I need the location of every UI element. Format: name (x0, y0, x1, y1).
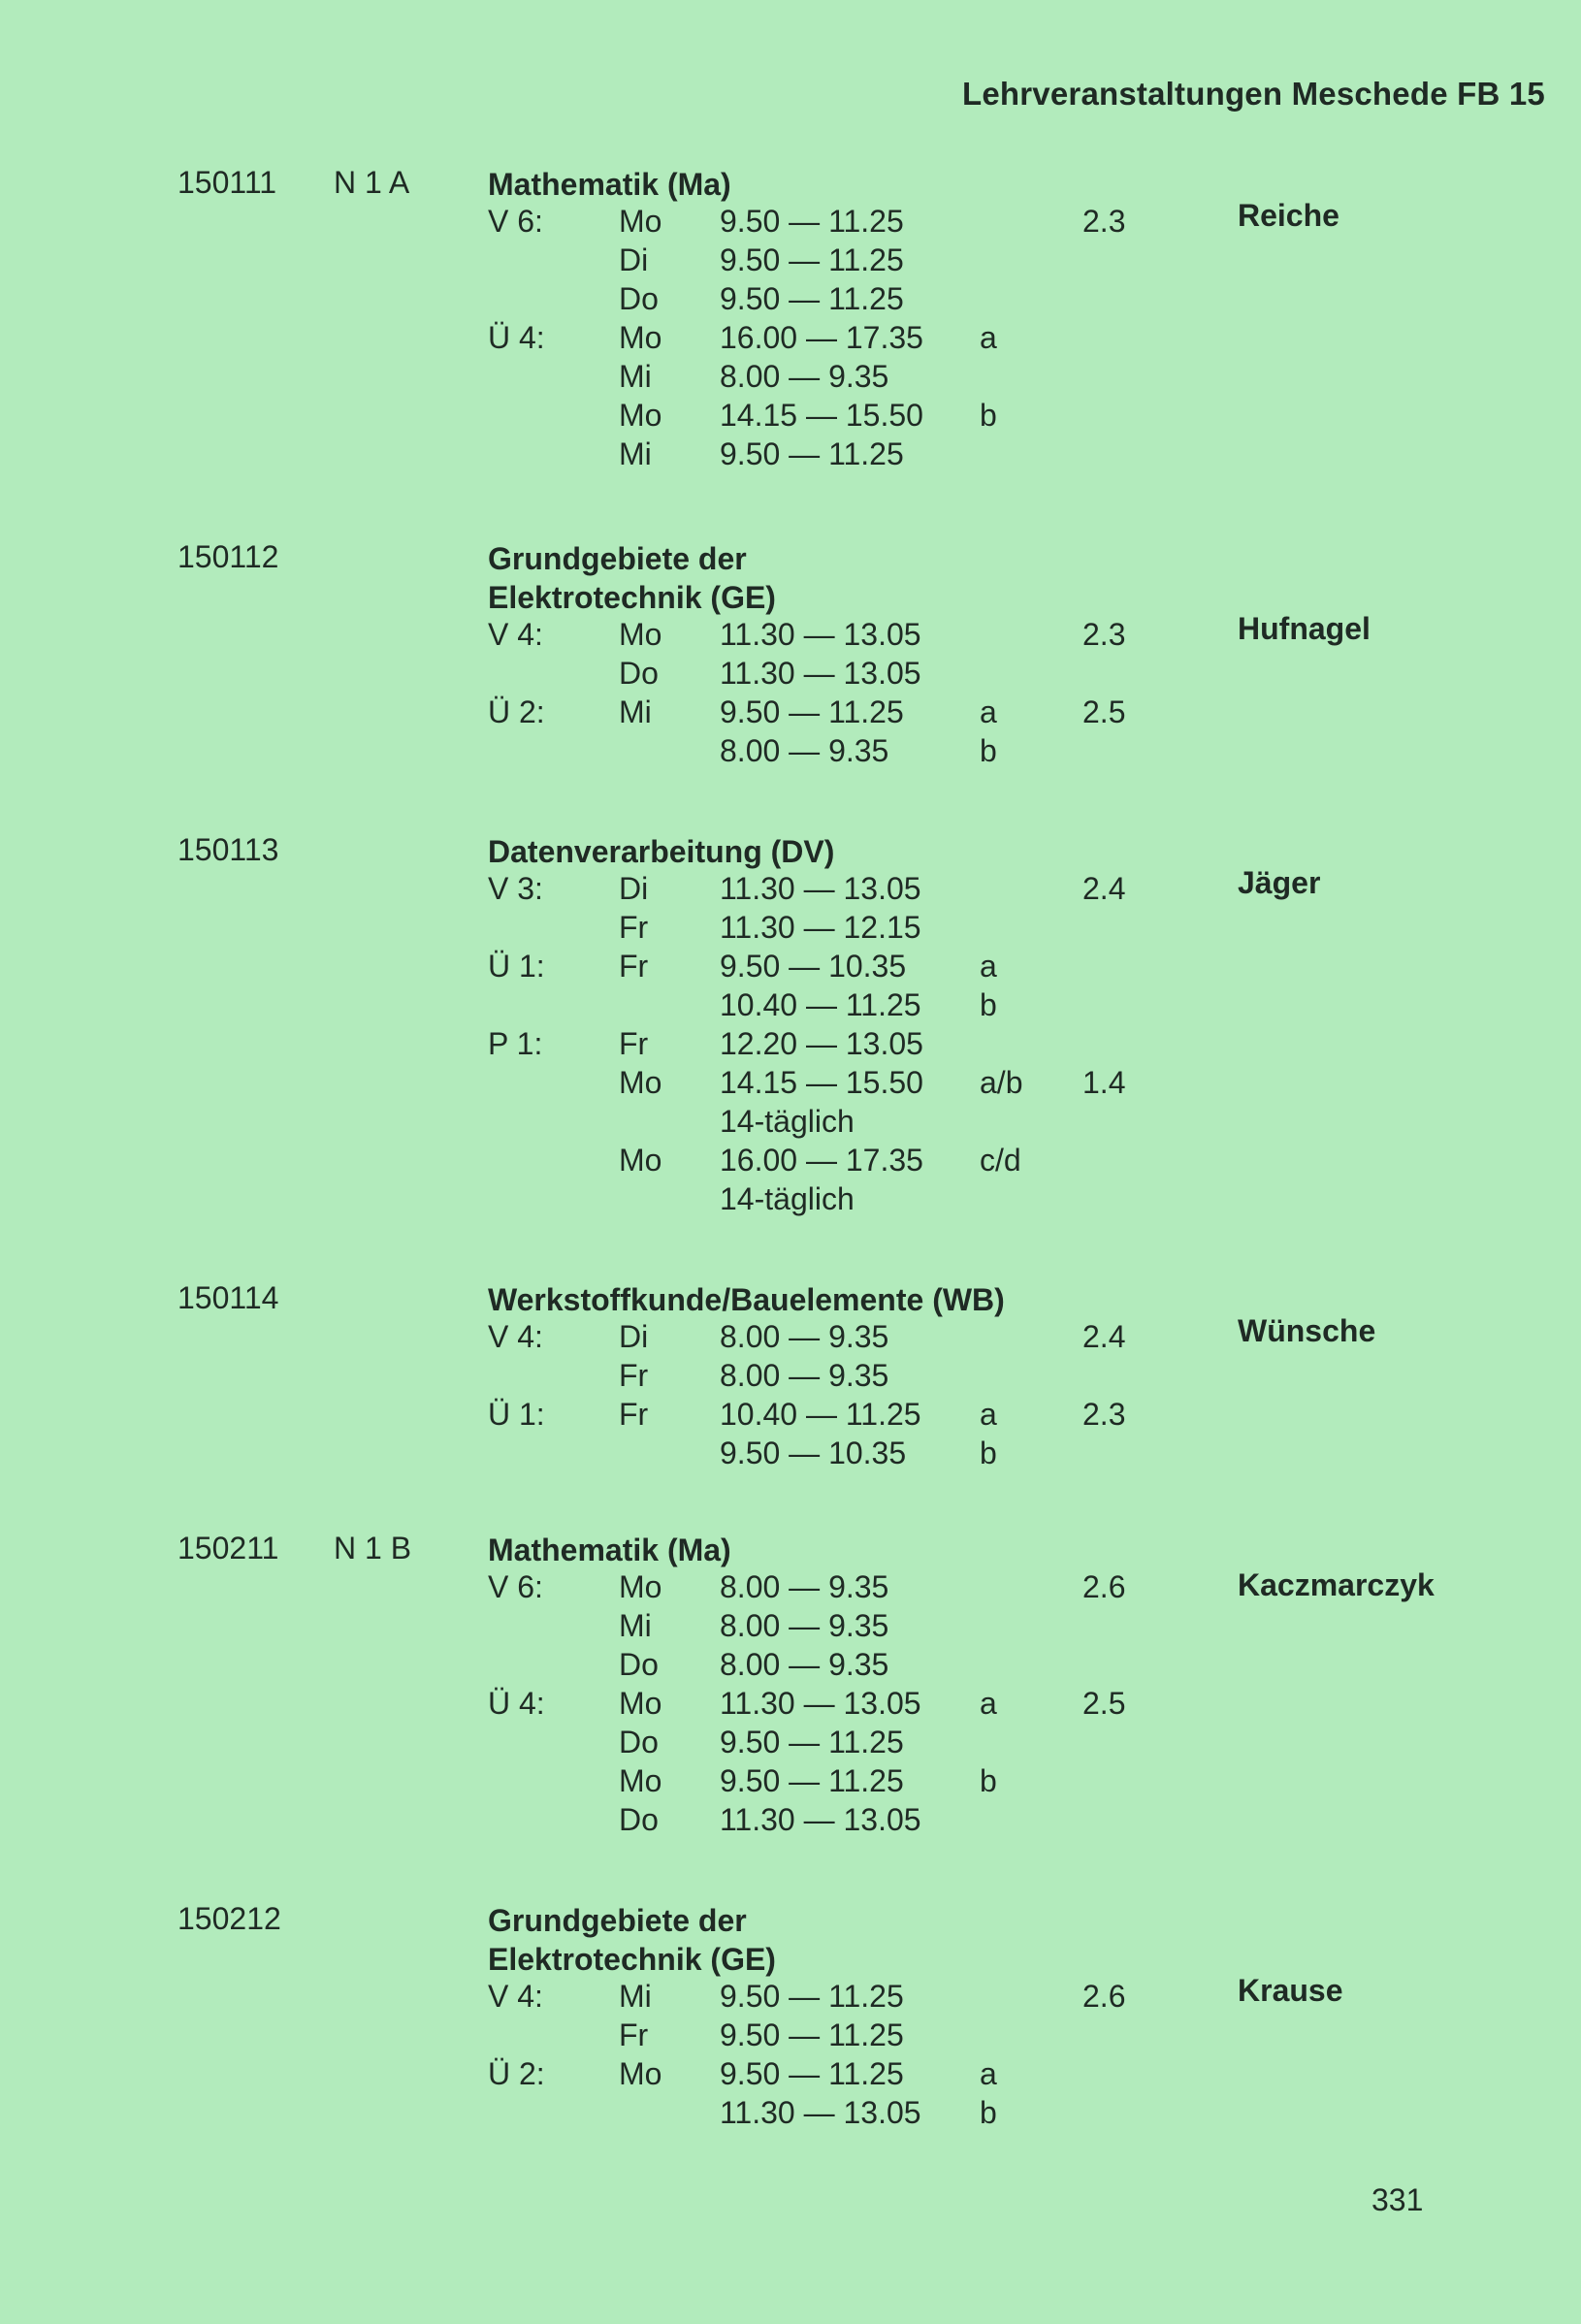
session-section: a (980, 1397, 997, 1432)
schedule-row (0, 359, 1581, 398)
session-day: Mo (619, 204, 662, 239)
course-title (488, 539, 776, 617)
session-time: 9.50 — 11.25 (720, 2017, 904, 2052)
session-time: 11.30 — 13.05 (720, 2095, 921, 2130)
course-number: 150113 (177, 832, 279, 867)
schedule-row (0, 1647, 1581, 1686)
lecturer-name: Jäger (1238, 865, 1321, 900)
session-type: Ü 2: (488, 2056, 545, 2091)
session-type: V 3: (488, 871, 543, 906)
session-day: Mi (619, 1979, 652, 2014)
session-time: 8.00 — 9.35 (720, 1358, 889, 1393)
session-room: 2.3 (1082, 1397, 1126, 1432)
session-day: Mi (619, 1608, 652, 1643)
session-time: 14.15 — 15.50 (720, 1065, 923, 1100)
page-number: 331 (1371, 2182, 1424, 2217)
session-section: b (980, 987, 997, 1022)
session-time: 8.00 — 9.35 (720, 1647, 889, 1682)
schedule-row (0, 242, 1581, 281)
session-type: Ü 1: (488, 1397, 545, 1432)
session-time: 9.50 — 10.35 (720, 949, 907, 984)
session-section: b (980, 733, 997, 768)
session-time: 16.00 — 17.35 (720, 320, 923, 355)
session-time: 11.30 — 13.05 (720, 656, 921, 691)
schedule-row (0, 910, 1581, 949)
session-section: a/b (980, 1065, 1023, 1100)
session-time: 9.50 — 11.25 (720, 204, 904, 239)
schedule-row (0, 1319, 1581, 1358)
session-room: 2.5 (1082, 1686, 1126, 1721)
session-room: 2.5 (1082, 694, 1126, 729)
session-day: Mo (619, 1143, 662, 1178)
schedule-row (0, 2095, 1581, 2134)
session-room: 2.4 (1082, 1319, 1126, 1354)
schedule-row (0, 2017, 1581, 2056)
session-day: Mo (619, 398, 662, 433)
session-day: Mo (619, 1763, 662, 1798)
course-title-line: Elektrotechnik (GE) (488, 580, 776, 615)
schedule-row (0, 656, 1581, 694)
session-time: 14.15 — 15.50 (720, 398, 923, 433)
schedule-row (0, 1065, 1581, 1104)
schedule-row (0, 1143, 1581, 1181)
session-type: V 6: (488, 1569, 543, 1604)
session-type: Ü 1: (488, 949, 545, 984)
session-time: 9.50 — 10.35 (720, 1436, 907, 1470)
session-section: c/d (980, 1143, 1021, 1178)
session-day: Mo (619, 617, 662, 652)
lecturer-name: Wünsche (1238, 1313, 1376, 1348)
session-section: a (980, 694, 997, 729)
course-title: Werkstoffkunde/Bauelemente (WB) (488, 1282, 1005, 1317)
course-title-line: Grundgebiete der (488, 541, 747, 576)
session-day: Do (619, 281, 659, 316)
session-time: 16.00 — 17.35 (720, 1143, 923, 1178)
session-day: Mi (619, 436, 652, 471)
session-section: b (980, 1436, 997, 1470)
session-day: Fr (619, 2017, 649, 2052)
session-type: V 6: (488, 204, 543, 239)
session-room: 2.3 (1082, 204, 1126, 239)
session-time: 10.40 — 11.25 (720, 987, 921, 1022)
session-section: a (980, 949, 997, 984)
lecturer-name: Reiche (1238, 198, 1339, 233)
schedule-row (0, 1358, 1581, 1397)
course-number: 150112 (177, 539, 279, 574)
schedule-row (0, 1569, 1581, 1608)
schedule-row (0, 987, 1581, 1026)
session-time: 11.30 — 13.05 (720, 1686, 921, 1721)
session-section: b (980, 398, 997, 433)
session-time: 11.30 — 13.05 (720, 871, 921, 906)
session-frequency: 14-täglich (720, 1104, 855, 1139)
session-time: 8.00 — 9.35 (720, 733, 889, 768)
schedule-row (0, 871, 1581, 910)
session-type: P 1: (488, 1026, 543, 1061)
session-time: 9.50 — 11.25 (720, 2056, 904, 2091)
session-section: b (980, 1763, 997, 1798)
session-day: Do (619, 1725, 659, 1759)
schedule-row (0, 1181, 1581, 1220)
session-room: 2.3 (1082, 617, 1126, 652)
course-title (488, 1901, 776, 1979)
session-day: Di (619, 871, 649, 906)
course-number: 150111 (177, 165, 277, 200)
session-section: a (980, 1686, 997, 1721)
schedule-row (0, 204, 1581, 242)
course-group: N 1 A (334, 165, 410, 200)
session-type: V 4: (488, 1979, 543, 2014)
schedule-row (0, 281, 1581, 320)
session-time: 9.50 — 11.25 (720, 1763, 904, 1798)
schedule-row (0, 694, 1581, 733)
session-day: Mo (619, 1065, 662, 1100)
session-day: Fr (619, 910, 649, 945)
session-room: 2.6 (1082, 1569, 1126, 1604)
session-day: Di (619, 242, 649, 277)
schedule-row (0, 1763, 1581, 1802)
session-time: 9.50 — 11.25 (720, 1979, 904, 2014)
course-number: 150212 (177, 1901, 281, 1936)
session-time: 8.00 — 9.35 (720, 1319, 889, 1354)
running-header: Lehrveranstaltungen Meschede FB 15 (962, 76, 1545, 112)
session-time: 8.00 — 9.35 (720, 1569, 889, 1604)
session-time: 10.40 — 11.25 (720, 1397, 921, 1432)
schedule-row (0, 398, 1581, 436)
schedule-row (0, 1397, 1581, 1436)
session-room: 2.6 (1082, 1979, 1126, 2014)
lecturer-name: Kaczmarczyk (1238, 1567, 1435, 1602)
session-day: Mo (619, 2056, 662, 2091)
schedule-row (0, 1608, 1581, 1647)
session-time: 11.30 — 13.05 (720, 1802, 921, 1837)
schedule-row (0, 1104, 1581, 1143)
session-day: Fr (619, 949, 649, 984)
session-room: 2.4 (1082, 871, 1126, 906)
session-type: Ü 4: (488, 1686, 545, 1721)
course-title-line: Elektrotechnik (GE) (488, 1942, 776, 1977)
schedule-row (0, 1436, 1581, 1474)
session-time: 11.30 — 13.05 (720, 617, 921, 652)
course-title-line: Grundgebiete der (488, 1903, 747, 1938)
session-section: a (980, 2056, 997, 2091)
session-time: 9.50 — 11.25 (720, 242, 904, 277)
session-time: 8.00 — 9.35 (720, 359, 889, 394)
session-day: Mo (619, 1686, 662, 1721)
session-day: Do (619, 1802, 659, 1837)
course-title: Mathematik (Ma) (488, 167, 731, 202)
course-group: N 1 B (334, 1531, 412, 1565)
session-time: 9.50 — 11.25 (720, 694, 904, 729)
session-type: V 4: (488, 617, 543, 652)
session-section: a (980, 320, 997, 355)
session-day: Mi (619, 694, 652, 729)
session-day: Mo (619, 320, 662, 355)
session-frequency: 14-täglich (720, 1181, 855, 1216)
session-time: 9.50 — 11.25 (720, 436, 904, 471)
session-type: Ü 2: (488, 694, 545, 729)
course-title: Datenverarbeitung (DV) (488, 834, 835, 869)
session-day: Mi (619, 359, 652, 394)
session-time: 12.20 — 13.05 (720, 1026, 923, 1061)
session-day: Fr (619, 1397, 649, 1432)
session-day: Do (619, 1647, 659, 1682)
lecturer-name: Hufnagel (1238, 611, 1371, 646)
session-time: 8.00 — 9.35 (720, 1608, 889, 1643)
session-day: Fr (619, 1358, 649, 1393)
session-type: V 4: (488, 1319, 543, 1354)
session-room: 1.4 (1082, 1065, 1126, 1100)
session-day: Fr (619, 1026, 649, 1061)
schedule-row (0, 436, 1581, 475)
session-time: 9.50 — 11.25 (720, 281, 904, 316)
course-title: Mathematik (Ma) (488, 1533, 731, 1567)
schedule-row (0, 617, 1581, 656)
schedule-row (0, 1725, 1581, 1763)
course-number: 150211 (177, 1531, 279, 1565)
session-day: Do (619, 656, 659, 691)
session-section: b (980, 2095, 997, 2130)
schedule-row (0, 1802, 1581, 1841)
lecturer-name: Krause (1238, 1973, 1343, 2008)
schedule-row (0, 320, 1581, 359)
schedule-row (0, 2056, 1581, 2095)
schedule-row (0, 1686, 1581, 1725)
session-day: Di (619, 1319, 649, 1354)
course-number: 150114 (177, 1280, 279, 1315)
schedule-row (0, 949, 1581, 987)
session-time: 11.30 — 12.15 (720, 910, 921, 945)
schedule-row (0, 1026, 1581, 1065)
session-day: Mo (619, 1569, 662, 1604)
session-type: Ü 4: (488, 320, 545, 355)
schedule-row (0, 1979, 1581, 2017)
schedule-row (0, 733, 1581, 772)
session-time: 9.50 — 11.25 (720, 1725, 904, 1759)
